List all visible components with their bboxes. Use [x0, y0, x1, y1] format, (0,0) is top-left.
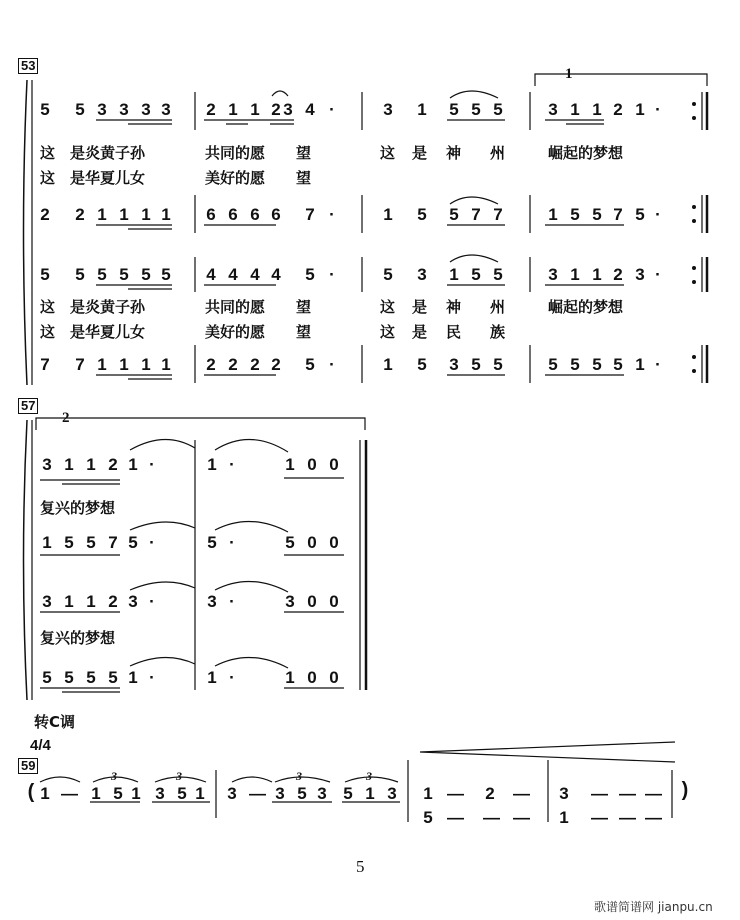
sys2-staff2-note: · — [229, 533, 235, 552]
sys1-staff3-note: 4 — [206, 265, 216, 284]
sys2-staff1-note: 1 — [64, 455, 74, 474]
sys2-staff4-note: 0 — [307, 668, 317, 687]
lower-verse1-lyric: 神 — [446, 298, 462, 316]
sys3-lower-note: — — [447, 808, 464, 827]
lower-verse1-lyric: 州 — [490, 298, 506, 316]
sys3-lower-note: — — [513, 808, 530, 827]
lower-verse1-lyric: 望 — [296, 298, 312, 316]
sys3-upper-note: 5 — [297, 784, 307, 803]
sys1-staff3-note: 5 — [119, 265, 129, 284]
triplet-mark: 3 — [296, 769, 302, 783]
sys2-staff4-note: 0 — [329, 668, 339, 687]
sys2-staff4-note: · — [149, 668, 155, 687]
sys1-staff1-note: · — [655, 100, 661, 119]
sys2-staff4-note: 5 — [108, 668, 118, 687]
sys2-staff2-note: 0 — [307, 533, 317, 552]
sys1-staff3-note: 5 — [97, 265, 107, 284]
lower-verse1-lyric: 这 — [380, 298, 396, 316]
sys3-upper-note: 5 — [113, 784, 123, 803]
sys2-staff1-note: 0 — [307, 455, 317, 474]
measure-number-53: 53 — [18, 58, 38, 74]
key-change-label: 转C调 — [34, 713, 76, 731]
sys1-staff4-note: 5 — [305, 355, 315, 374]
sys3-upper-note: 3 — [317, 784, 327, 803]
upper-verse2-lyric: 望 — [296, 169, 312, 187]
sys1-staff3-note: 5 — [471, 265, 481, 284]
sys1-staff2-note: 6 — [250, 205, 260, 224]
sys1-staff1-note: · — [329, 100, 335, 119]
sys1-staff2-note: 1 — [141, 205, 151, 224]
sys1-staff3-note: · — [329, 265, 335, 284]
sys1-staff4-note: 2 — [271, 355, 281, 374]
upper-verse1-lyric: 神 — [446, 144, 462, 162]
sys3-upper-note: 1 — [91, 784, 101, 803]
sys1-staff2-note: 1 — [548, 205, 558, 224]
upper-verse2-lyric: 美好的愿 — [205, 169, 266, 187]
sys2-staff1-note: 2 — [108, 455, 118, 474]
sys1-staff1-note: 3 — [161, 100, 171, 119]
sys2-staff3-note: · — [149, 592, 155, 611]
lower-verse2-lyric: 这 — [380, 323, 396, 341]
page-number: 5 — [356, 857, 365, 876]
sys1-staff4-note: 2 — [206, 355, 216, 374]
sys1-staff1-note: 3 — [97, 100, 107, 119]
sys1-staff2-note: 1 — [383, 205, 393, 224]
sys2-staff3-note: 0 — [307, 592, 317, 611]
sys3-upper-note: — — [513, 784, 530, 803]
sys1-staff1-note: 2 — [271, 100, 281, 119]
sys2-staff2-note: 1 — [42, 533, 52, 552]
sys1-staff4-note: 5 — [570, 355, 580, 374]
sys1-staff3-note: 5 — [161, 265, 171, 284]
measure-number-59: 59 — [18, 758, 38, 774]
ending-2-label: 2 — [62, 410, 70, 426]
sys1-staff1-note: 2 — [206, 100, 216, 119]
sys1-staff4-note: 2 — [228, 355, 238, 374]
sys1-staff4-note: 5 — [417, 355, 427, 374]
sys1-staff1-note: 5 — [75, 100, 85, 119]
lower-verse1-lyric: 这 — [40, 298, 56, 316]
sys1-staff4-note: 5 — [548, 355, 558, 374]
sys1-staff1-note: 3 — [548, 100, 558, 119]
sys1-staff4-note: 1 — [383, 355, 393, 374]
sys3-upper-note: — — [645, 784, 662, 803]
sys1-staff2-note: 2 — [75, 205, 85, 224]
sys2-staff4-note: · — [229, 668, 235, 687]
upper-verse1-lyric: 这 — [40, 144, 56, 162]
sys2-staff3-note: 3 — [285, 592, 295, 611]
sys1-staff3-note: 1 — [570, 265, 580, 284]
sys2-staff1-note: 1 — [207, 455, 217, 474]
sys1-staff4-note: 3 — [449, 355, 459, 374]
lower-verse1-lyric: 崛起的梦想 — [548, 298, 624, 316]
sys1-staff1-note: 5 — [449, 100, 459, 119]
sys3-upper-note: 3 — [155, 784, 165, 803]
sys1-staff4-note: 5 — [493, 355, 503, 374]
sys1-staff1-note: 1 — [417, 100, 427, 119]
sys2-staff1-note: · — [149, 455, 155, 474]
sys3-upper-note: 5 — [343, 784, 353, 803]
sys3-upper-note: — — [619, 784, 636, 803]
ending-1-label: 1 — [565, 66, 573, 82]
sys2-staff1-note: 1 — [86, 455, 96, 474]
sys1-staff4-note: 5 — [471, 355, 481, 374]
sys1-staff3-note: 5 — [141, 265, 151, 284]
sys2-staff4-note: 1 — [207, 668, 217, 687]
sys2-staff3-note: 1 — [86, 592, 96, 611]
sys2-staff4-note: 5 — [64, 668, 74, 687]
sys1-staff2-note: 5 — [570, 205, 580, 224]
sys3-upper-note: — — [61, 784, 78, 803]
lyrics-lower-57: 复兴的梦想 — [40, 629, 116, 647]
sys1-staff2-note: 1 — [119, 205, 129, 224]
sys1-staff4-note: · — [655, 355, 661, 374]
sys3-upper-note: 1 — [131, 784, 141, 803]
sys1-staff3-note: 4 — [228, 265, 238, 284]
sys2-staff2-note: 5 — [64, 533, 74, 552]
sys3-lower-note: — — [619, 808, 636, 827]
sys3-upper-note: 3 — [275, 784, 285, 803]
lower-verse2-lyric: 是 — [412, 323, 428, 341]
upper-verse1-lyric: 共同的愿 — [205, 144, 266, 162]
sys3-upper-note: 3 — [387, 784, 397, 803]
watermark: 歌谱简谱网 jianpu.cn — [594, 900, 713, 914]
sys2-staff2-note: 0 — [329, 533, 339, 552]
sys1-staff3-note: 5 — [305, 265, 315, 284]
sys1-staff1-note: 3 — [383, 100, 393, 119]
sys3-upper-note: 3 — [227, 784, 237, 803]
sys1-staff1-note: 1 — [570, 100, 580, 119]
sys3-upper-note: 1 — [365, 784, 375, 803]
sys3-upper-note: — — [249, 784, 266, 803]
sys1-staff2-note: 7 — [613, 205, 623, 224]
upper-verse1-lyric: 是 — [412, 144, 428, 162]
sys2-staff3-note: 3 — [42, 592, 52, 611]
sys3-upper-note: 1 — [40, 784, 50, 803]
sys1-staff1-note: 3 — [119, 100, 129, 119]
sys1-staff1-note: 1 — [228, 100, 238, 119]
sys1-staff2-note: 7 — [305, 205, 315, 224]
sys1-staff1-note: 5 — [471, 100, 481, 119]
sys1-staff3-note: 1 — [449, 265, 459, 284]
sys1-staff1-note: 5 — [40, 100, 50, 119]
sys3-lower-note: — — [645, 808, 662, 827]
sys1-staff3-note: · — [655, 265, 661, 284]
sys1-staff4-note: 1 — [119, 355, 129, 374]
sys2-staff3-note: 3 — [128, 592, 138, 611]
sys1-staff1-note: 2 — [613, 100, 623, 119]
upper-verse1-lyric: 州 — [490, 144, 506, 162]
time-signature: 4/4 — [30, 737, 51, 754]
sys2-staff1-note: 1 — [285, 455, 295, 474]
lower-verse1-lyric: 共同的愿 — [205, 298, 266, 316]
sys1-staff2-note: 6 — [206, 205, 216, 224]
sys1-staff4-note: · — [329, 355, 335, 374]
lyrics-upper-57: 复兴的梦想 — [40, 499, 116, 517]
sys1-staff3-note: 3 — [417, 265, 427, 284]
sys1-staff3-note: 4 — [271, 265, 281, 284]
sys2-staff3-note: 3 — [207, 592, 217, 611]
lower-verse2-lyric: 是华夏儿女 — [70, 323, 146, 341]
sys1-staff3-note: 5 — [75, 265, 85, 284]
sys3-upper-note: 5 — [177, 784, 187, 803]
sys1-staff4-note: 1 — [161, 355, 171, 374]
sys2-staff1-note: 1 — [128, 455, 138, 474]
upper-verse1-lyric: 望 — [296, 144, 312, 162]
sys1-staff3-note: 5 — [493, 265, 503, 284]
sys1-staff1-note: 3 — [141, 100, 151, 119]
sys1-staff2-note: 5 — [592, 205, 602, 224]
sys1-staff2-note: 7 — [493, 205, 503, 224]
sys3-upper-note: — — [591, 784, 608, 803]
sys1-staff3-note: 2 — [613, 265, 623, 284]
sys1-staff4-note: 1 — [141, 355, 151, 374]
sys2-staff3-note: · — [229, 592, 235, 611]
lower-verse2-lyric: 民 — [446, 323, 462, 341]
sys1-staff2-note: 2 — [40, 205, 50, 224]
sys2-staff4-note: 1 — [128, 668, 138, 687]
sys3-upper-note: 3 — [559, 784, 569, 803]
sys1-staff1-note: 1 — [592, 100, 602, 119]
sys1-staff4-note: 7 — [40, 355, 50, 374]
sys1-staff2-note: · — [329, 205, 335, 224]
sys3-lower-note: 1 — [559, 808, 569, 827]
sys2-staff1-note: 0 — [329, 455, 339, 474]
close-paren: ) — [681, 779, 689, 801]
lower-verse1-lyric: 是炎黄子孙 — [70, 298, 146, 316]
sys3-upper-note: 1 — [195, 784, 205, 803]
sys2-staff1-note: · — [229, 455, 235, 474]
sys3-upper-note: 1 — [423, 784, 433, 803]
sys2-staff2-note: 7 — [108, 533, 118, 552]
sys3-upper-note: 2 — [485, 784, 495, 803]
sys1-staff2-note: 7 — [471, 205, 481, 224]
sys1-staff1-note: 1 — [635, 100, 645, 119]
sys3-lower-note: — — [591, 808, 608, 827]
sys2-staff2-note: 5 — [207, 533, 217, 552]
sys1-staff3-note: 5 — [40, 265, 50, 284]
sys1-staff3-note: 3 — [635, 265, 645, 284]
upper-verse1-lyric: 崛起的梦想 — [548, 144, 624, 162]
sys3-upper-note: — — [447, 784, 464, 803]
sys1-staff2-note: 1 — [161, 205, 171, 224]
sys2-staff2-note: 5 — [128, 533, 138, 552]
sys1-staff4-note: 1 — [97, 355, 107, 374]
upper-verse1-lyric: 是炎黄子孙 — [70, 144, 146, 162]
sys1-staff4-note: 2 — [250, 355, 260, 374]
sys1-staff4-note: 5 — [613, 355, 623, 374]
sys1-staff2-note: 1 — [97, 205, 107, 224]
lower-verse2-lyric: 这 — [40, 323, 56, 341]
lower-verse2-lyric: 美好的愿 — [205, 323, 266, 341]
sys1-staff2-note: 6 — [228, 205, 238, 224]
sys1-staff4-note: 1 — [635, 355, 645, 374]
sys1-staff3-note: 3 — [548, 265, 558, 284]
upper-verse1-lyric: 这 — [380, 144, 396, 162]
triplet-mark: 3 — [176, 769, 182, 783]
sys1-staff2-note: 5 — [635, 205, 645, 224]
sys2-staff1-note: 3 — [42, 455, 52, 474]
sys2-staff4-note: 1 — [285, 668, 295, 687]
upper-verse2-lyric: 这 — [40, 169, 56, 187]
sys1-staff4-note: 5 — [592, 355, 602, 374]
sys3-lower-note: — — [483, 808, 500, 827]
sys3-lower-note: 5 — [423, 808, 433, 827]
sys1-staff2-note: 6 — [271, 205, 281, 224]
sys2-staff3-note: 2 — [108, 592, 118, 611]
lower-verse1-lyric: 是 — [412, 298, 428, 316]
triplet-mark: 3 — [111, 769, 117, 783]
sys1-staff1-note: 5 — [493, 100, 503, 119]
sys1-staff4-note: 7 — [75, 355, 85, 374]
sys1-staff3-note: 1 — [592, 265, 602, 284]
sys1-staff3-note: 5 — [383, 265, 393, 284]
sys2-staff4-note: 5 — [86, 668, 96, 687]
sys1-staff1-note: 1 — [250, 100, 260, 119]
sys1-staff2-note: 5 — [417, 205, 427, 224]
sys2-staff4-note: 5 — [42, 668, 52, 687]
sys2-staff2-note: · — [149, 533, 155, 552]
upper-verse2-lyric: 是华夏儿女 — [70, 169, 146, 187]
sys1-staff3-note: 4 — [250, 265, 260, 284]
sys2-staff3-note: 0 — [329, 592, 339, 611]
triplet-mark: 3 — [366, 769, 372, 783]
lower-verse2-lyric: 族 — [490, 323, 506, 341]
sys2-staff2-note: 5 — [86, 533, 96, 552]
measure-number-57: 57 — [18, 398, 38, 414]
sys1-staff2-note: 5 — [449, 205, 459, 224]
sys1-staff1-note: 3 — [283, 100, 293, 119]
open-paren: ( — [27, 781, 35, 803]
sys2-staff2-note: 5 — [285, 533, 295, 552]
sys2-staff3-note: 1 — [64, 592, 74, 611]
sys1-staff2-note: · — [655, 205, 661, 224]
sys1-staff1-note: 4 — [305, 100, 315, 119]
lower-verse2-lyric: 望 — [296, 323, 312, 341]
